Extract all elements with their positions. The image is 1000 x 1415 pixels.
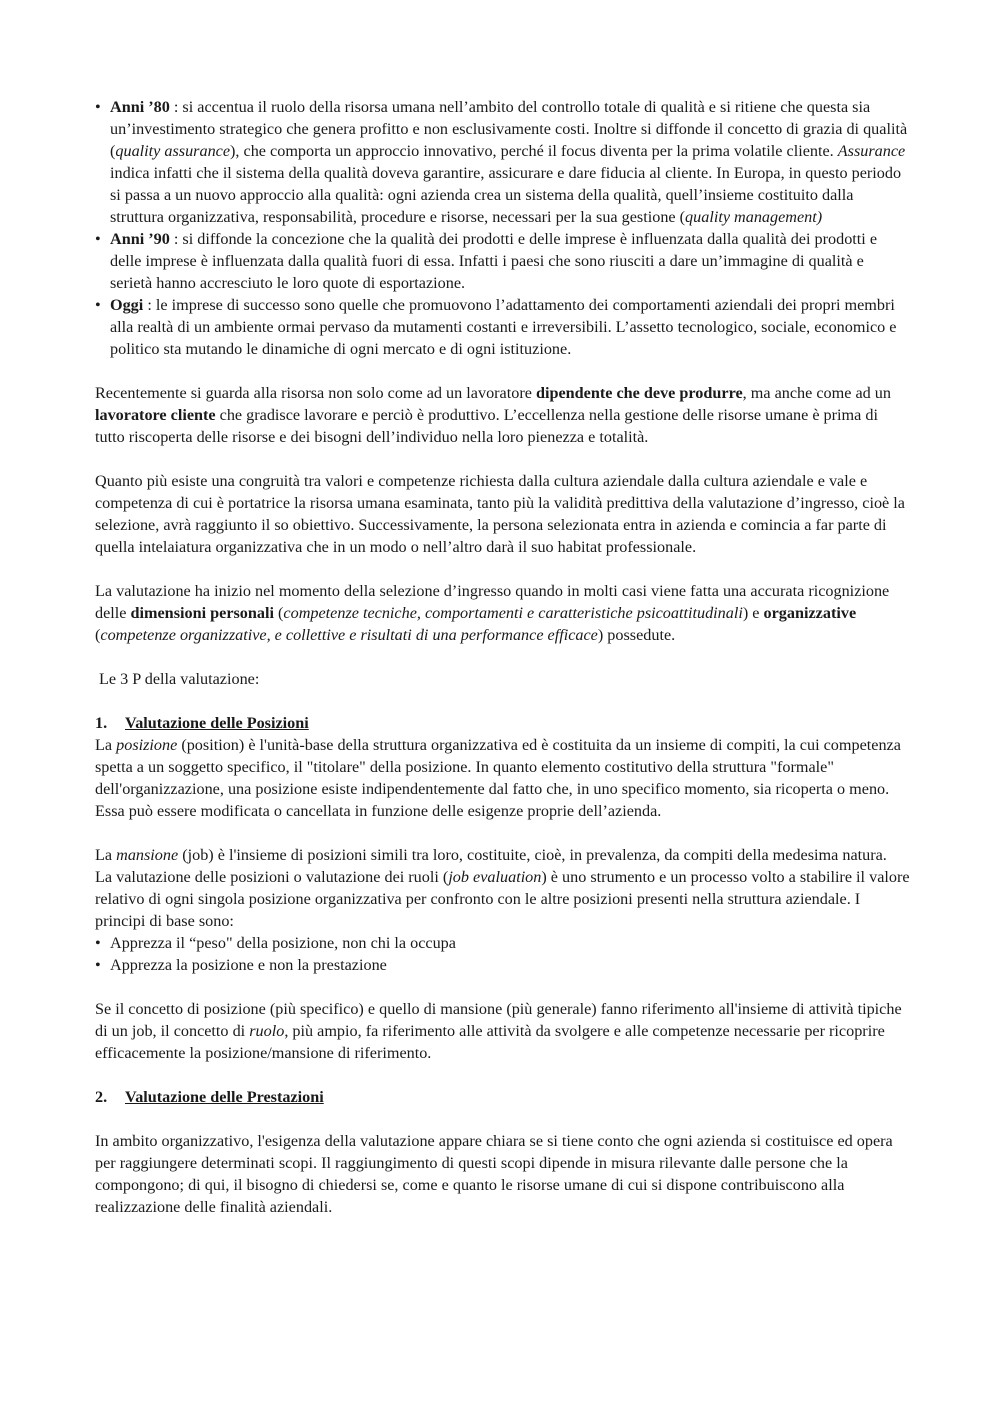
- bullet-dot: •: [95, 296, 101, 314]
- principle-text: Apprezza il “peso" della posizione, non chi la occupa: [110, 934, 456, 952]
- section-title: Valutazione delle Posizioni: [125, 714, 309, 732]
- bullet-anni-80: [95, 96, 910, 228]
- paragraph-recent: Recentemente si guarda alla risorsa non solo come ad un lavoratore dipendente che deve produrre, ma anche come ad un lavoratore cliente che gradisce lavorare e perciò è produttivo. L’eccellenza nella gestione delle risorse umane è prima di tutto riscoperta delle risorse e dei bisogni dell’individuo nella loro pienezza e totalità.: [95, 384, 891, 446]
- bullet-separator: :: [169, 98, 183, 116]
- three-p-label: Le 3 P della valutazione:: [95, 670, 260, 688]
- bullet-anni-90: [95, 228, 910, 294]
- section-heading-posizioni: [95, 712, 910, 734]
- bullet-separator: :: [169, 230, 183, 248]
- section-heading-prestazioni: [95, 1086, 910, 1108]
- bullet-dot: •: [95, 230, 101, 248]
- bullet-dot: •: [95, 934, 101, 952]
- bullet-dot: •: [95, 956, 101, 974]
- bullet-oggi: [95, 294, 910, 360]
- history-bullet-list: [95, 96, 910, 360]
- bullet-text: si accentua il ruolo della risorsa umana nell’ambito del controllo totale di qualità e si ritiene che questa sia un’investimento strategico che genera profitto e non esclusivamente costi. Inoltre si diffonde il concetto di grazia di qualità (quality assurance), che comporta un approccio innovativo, perché il focus diventa per la prima volatile cliente. Assurance indica infatti che il sistema della qualità doveva garantire, assicurare e dare fiducia al cliente. In Europa, in questo periodo si passa a un nuovo approccio alla qualità: ogni azienda crea un sistema della qualità, quell’insieme costituito dalla struttura organizzativa, responsabilità, procedure e risorse, necessari per la sua gestione (quality management): [110, 98, 908, 226]
- paragraph-posizione: La posizione (position) è l'unità-base della struttura organizzativa ed è costituita da un insieme di compiti, la cui competenza spetta a un soggetto specifico, il "titolare" della posizione. In quanto elemento costitutivo della struttura "formale" dell'organizzazione, una posizione esiste indipendentemente dal fatto che, in uno specifico momento, sia ricoperta o meno. Essa può essere modificata o cancellata in funzione delle esigenze proprie dell’azienda.: [95, 736, 901, 820]
- document-page: [95, 96, 910, 1218]
- paragraph-job-evaluation: La valutazione delle posizioni o valutazione dei ruoli (job evaluation) è uno strumento e un processo volto a stabilire il valore relativo di ogni singola posizione organizzativa per confronto con le altre posizioni presenti nella struttura aziendale. I principi di base sono:: [95, 868, 910, 930]
- bullet-dot: •: [95, 98, 101, 116]
- principles-list: [95, 932, 910, 976]
- paragraph-ruolo: Se il concetto di posizione (più specifico) e quello di mansione (più generale) fanno riferimento all'insieme di attività tipiche di un job, il concetto di ruolo, più ampio, fa riferimento alle attività da svolgere e alle competenze necessarie per ricoprire efficacemente la posizione/mansione di riferimento.: [95, 1000, 902, 1062]
- paragraph-congruita: Quanto più esiste una congruità tra valori e competenze richiesta dalla cultura aziendale dalla cultura aziendale e vale e competenza di cui è portatrice la risorsa umana esaminata, tanto più la validità predittiva della valutazione d’ingresso, cioè la selezione, avrà raggiunto il so obiettivo. Successivamente, la persona selezionata entra in azienda e comincia a far parte di quella intelaiatura organizzativa che in un modo o nell’altro darà il suo habitat professionale.: [95, 472, 905, 556]
- principle-item: [95, 954, 910, 976]
- bullet-text: si diffonde la concezione che la qualità dei prodotti e delle imprese è influenzata dalla qualità dei prodotti e delle imprese è influenzata dalla qualità fuori di essa. Infatti i paesi che sono riusciti a dare un’immagine di qualità e serietà hanno accresciuto le loro quote di esportazione.: [110, 230, 878, 292]
- bullet-label: Anni ’80: [110, 98, 170, 116]
- section-number: 1.: [95, 714, 108, 732]
- paragraph-prestazioni: In ambito organizzativo, l'esigenza della valutazione appare chiara se si tiene conto che ogni azienda si costituisce ed opera per raggiungere determinati scopi. Il raggiungimento di questi scopi dipende in misura rilevante dalle persone che la compongono; di qui, il bisogno di chiedersi se, come e quanto le risorse umane di cui si dispone contribuiscono alla realizzazione delle finalità aziendali.: [95, 1132, 893, 1216]
- section-number: 2.: [95, 1088, 108, 1106]
- bullet-label: Oggi: [110, 296, 144, 314]
- bullet-text: le imprese di successo sono quelle che promuovono l’adattamento dei comportamenti aziendali dei propri membri alla realtà di un ambiente ormai pervaso da mutamenti costanti e irreversibili. L’assetto tecnologico, sociale, economico e politico sta mutando le dinamiche di ogni mercato e di ogni istituzione.: [110, 296, 897, 358]
- bullet-label: Anni ’90: [110, 230, 170, 248]
- section-title: Valutazione delle Prestazioni: [125, 1088, 324, 1106]
- bullet-separator: :: [143, 296, 156, 314]
- principle-item: [95, 932, 910, 954]
- principle-text: Apprezza la posizione e non la prestazione: [110, 956, 387, 974]
- paragraph-valutazione: La valutazione ha inizio nel momento della selezione d’ingresso quando in molti casi viene fatta una accurata ricognizione delle dimensioni personali (competenze tecniche, comportamenti e caratteristiche psicoattitudinali) e organizzative (competenze organizzative, e collettive e risultati di una performance efficace) possedute.: [95, 582, 890, 644]
- paragraph-mansione: La mansione (job) è l'insieme di posizioni simili tra loro, costituite, cioè, in prevalenza, da compiti della medesima natura.: [95, 846, 887, 864]
